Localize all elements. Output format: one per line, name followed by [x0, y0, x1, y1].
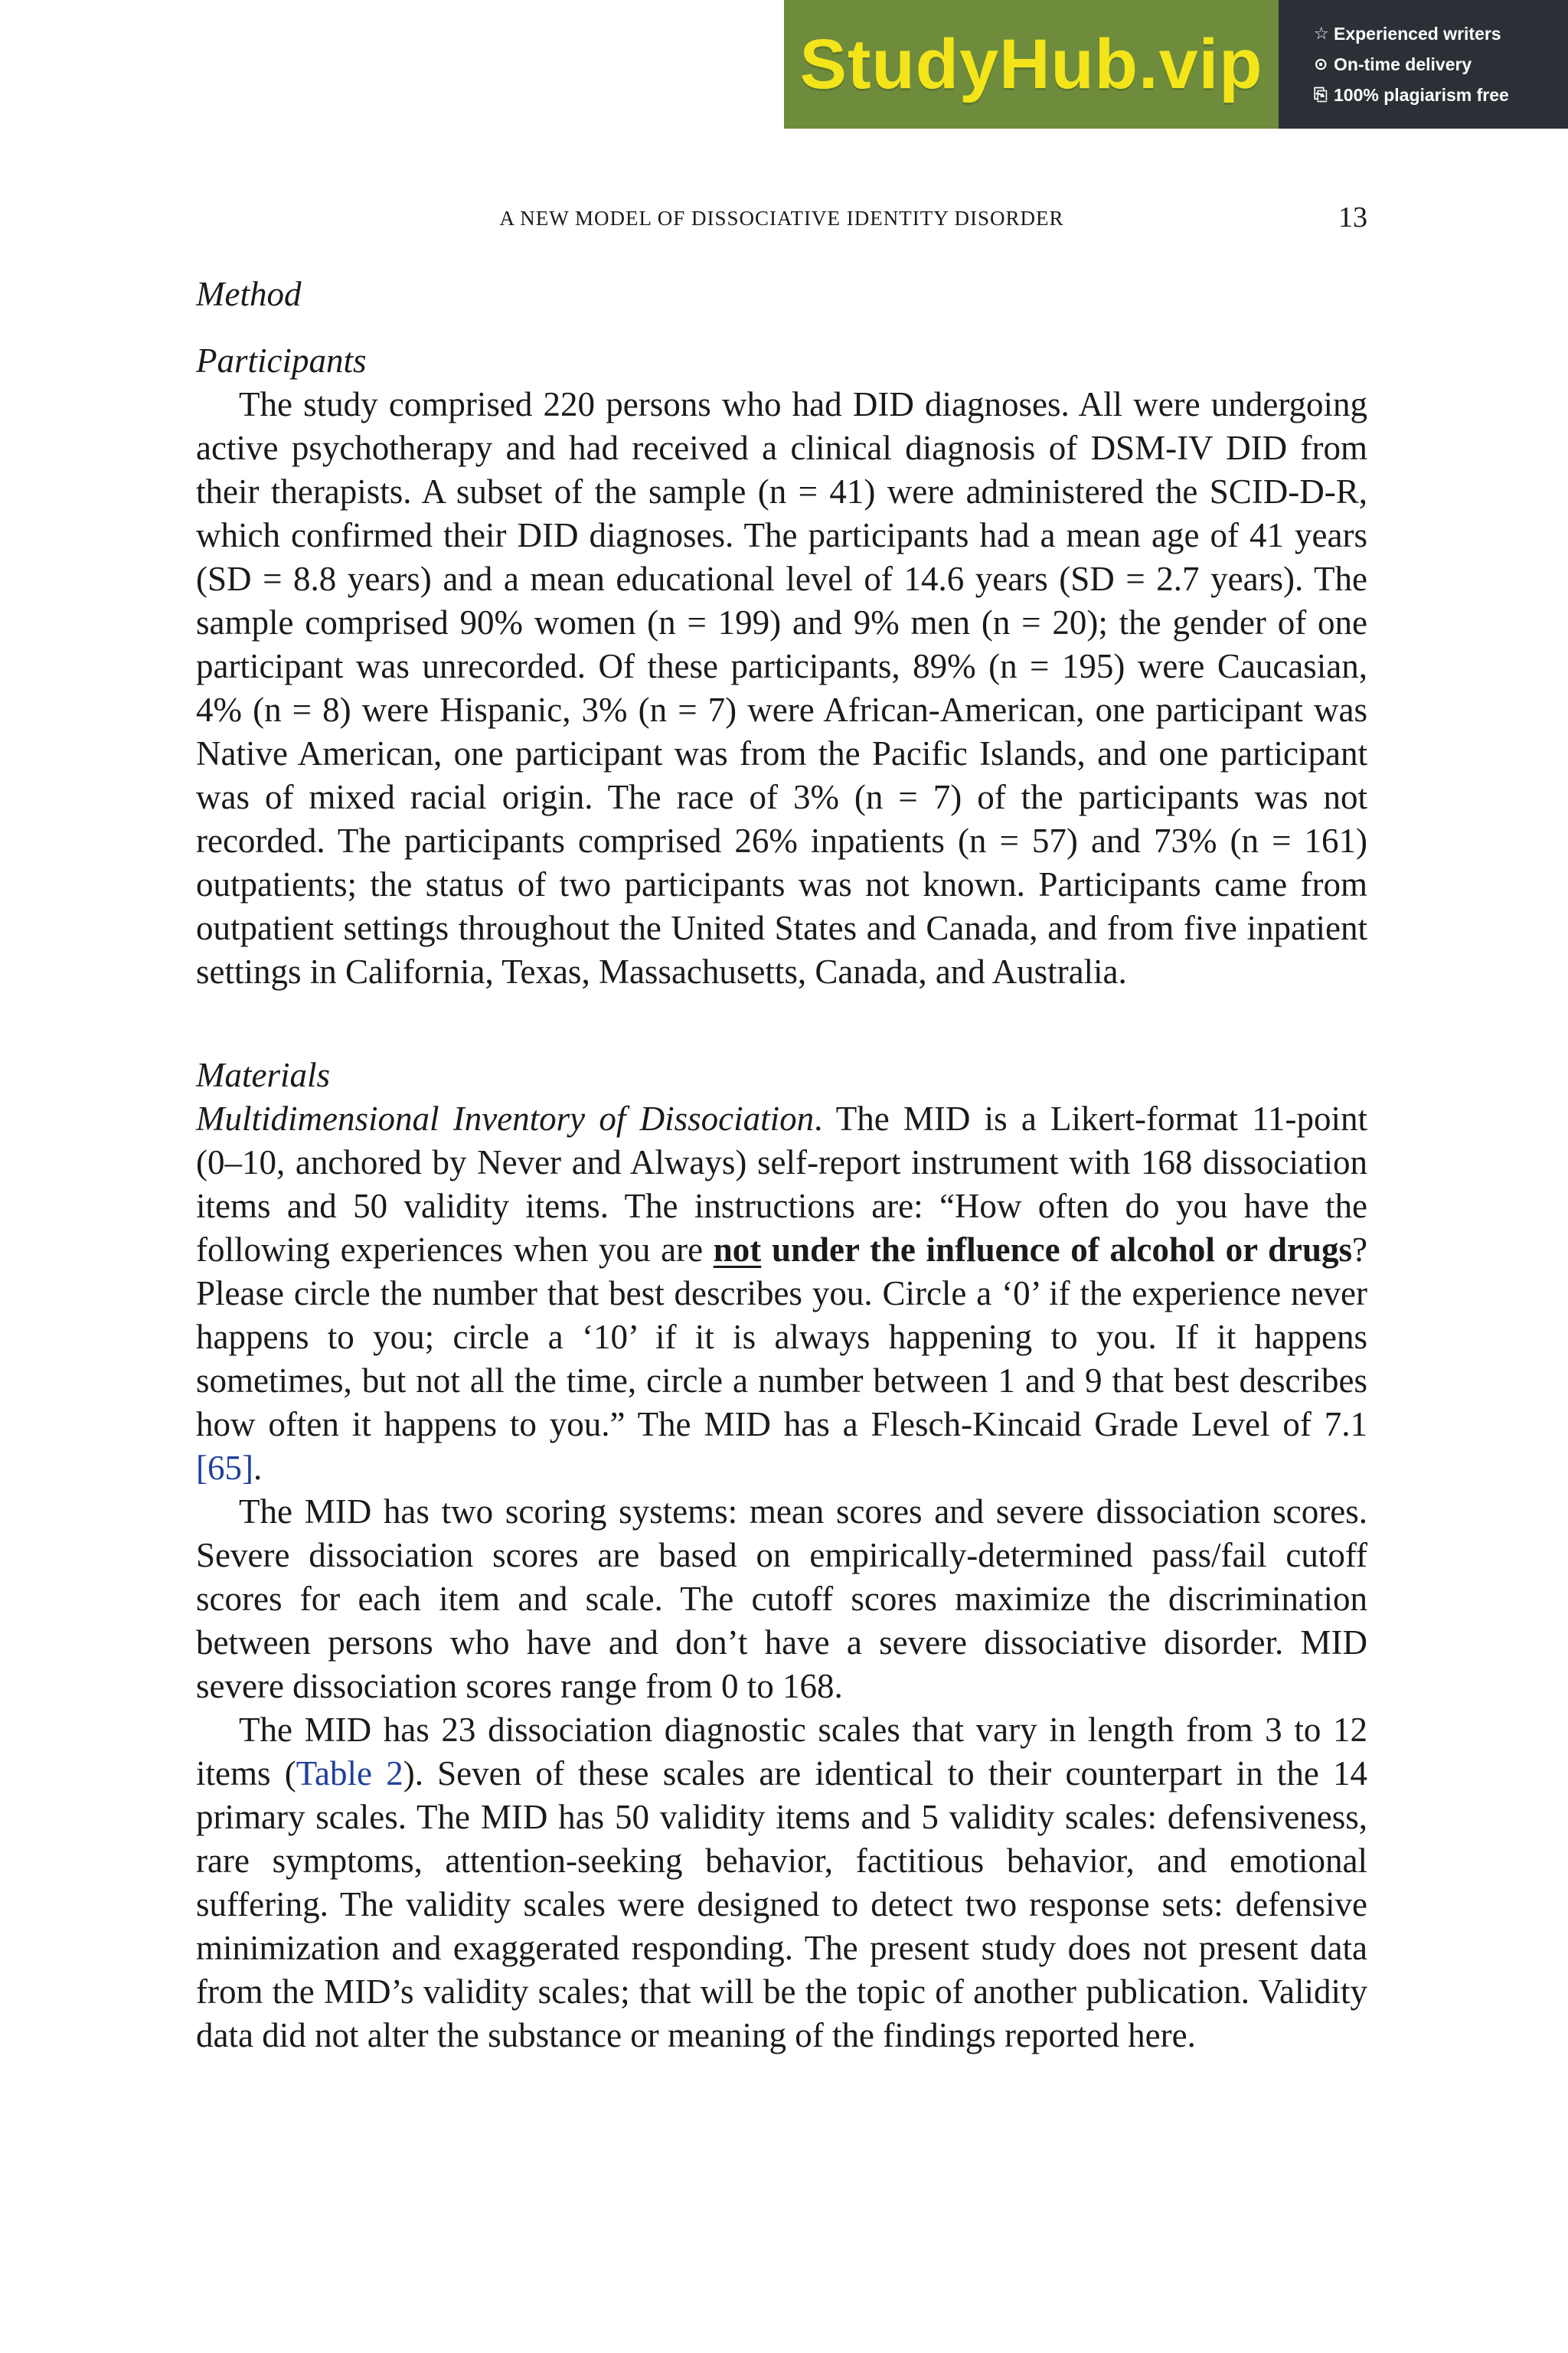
materials-text: ). Seven of these scales are identical to their counterpart in the 14 primary scales. The MID has 50 validity items and 5 validity scales: defensiveness, rare symptoms, attention-seeking behavior, factitious behavior, and emotional suffering. The validity scales were designed to detect two response sets: defensive minimization and exaggerated responding. The present study does not present data from the MID’s validity scales; that will be the topic of another publication. Validity data did not alter the substance or meaning of the findings reported here. — [196, 1754, 1367, 2054]
materials-paragraph-3 — [196, 1708, 1367, 2057]
banner-feature-label: 100% plagiarism free — [1334, 85, 1509, 105]
running-title: A NEW MODEL OF DISSOCIATIVE IDENTITY DISORDER — [499, 207, 1064, 230]
banner-feature-label: On-time delivery — [1334, 54, 1472, 74]
table-2-link[interactable]: Table 2 — [296, 1754, 403, 1793]
banner-feature-writers — [1314, 21, 1568, 47]
citation-link-65[interactable]: [65] — [196, 1449, 253, 1487]
subsection-heading-materials: Materials — [196, 1056, 330, 1094]
ad-banner[interactable] — [784, 0, 1568, 129]
section-spacer — [196, 994, 1367, 1054]
studyhub-logo-text: StudyHub.vip — [799, 25, 1263, 103]
banner-feature-delivery — [1314, 51, 1568, 77]
running-header — [196, 201, 1367, 237]
materials-text: ? Please circle the number that best describes you. Circle a ‘0’ if the experience never happens to you; circle a ‘10’ if it is always happening to you. If it happens sometimes, but not all the time, circle a number between 1 and 9 that best describes how often it happens to you.” The MID has a Flesch-Kincaid Grade Level of 7.1 — [196, 1230, 1367, 1443]
page-number: 13 — [1338, 201, 1367, 234]
section-heading-method: Method — [196, 275, 302, 313]
mid-title: Multidimensional Inventory of Dissociation — [196, 1100, 815, 1138]
materials-text: . The MID is a Likert-format 11-point (0–10, anchored by Never and Always) self-report instrument with 168 dissociation items and 50 validity items. The instructions are: “How often do you have the following experiences when you are — [196, 1100, 1367, 1269]
article-body — [196, 273, 1367, 2057]
participants-paragraph: The study comprised 220 persons who had DID diagnoses. All were undergoing active psychotherapy and had received a clinical diagnosis of DSM-IV DID from their therapists. A subset of the sample (n = 41) were administered the SCID-D-R, which confirmed their DID diagnoses. The participants had a mean age of 41 years (SD = 8.8 years) and a mean educational level of 14.6 years (SD = 2.7 years). The sample comprised 90% women (n = 199) and 9% men (n = 20); the gender of one participant was unrecorded. Of these participants, 89% (n = 195) were Caucasian, 4% (n = 8) were Hispanic, 3% (n = 7) were African-American, one participant was Native American, one participant was from the Pacific Islands, and one participant was of mixed racial origin. The race of 3% (n = 7) of the participants was not recorded. The participants comprised 26% inpatients (n = 57) and 73% (n = 161) outpatients; the status of two participants was not known. Participants came from outpatient settings throughout the United States and Canada, and from five inpatient settings in California, Texas, Massachusetts, Canada, and Australia. — [196, 385, 1367, 991]
materials-text: The MID has 23 dissociation diagnostic scales that vary in length from 3 to 12 items ( — [196, 1711, 1367, 1793]
banner-features — [1279, 0, 1568, 129]
banner-feature-plagiarism — [1314, 82, 1568, 108]
clock-icon: ⊙ — [1314, 54, 1328, 74]
subsection-heading-participants: Participants — [196, 342, 367, 380]
emphasis-not: not — [713, 1230, 762, 1269]
banner-feature-label: Experienced writers — [1334, 24, 1501, 44]
copy-icon: ⎘ — [1314, 85, 1328, 104]
materials-text: . — [253, 1449, 263, 1487]
studyhub-logo-link[interactable] — [784, 0, 1279, 129]
star-icon: ☆ — [1314, 24, 1329, 43]
materials-paragraph-2: The MID has two scoring systems: mean scores and severe dissociation scores. Severe dissociation scores are based on empirically-determined pass/fail cutoff scores for each item and scale. The cutoff scores maximize the discrimination between persons who have and don’t have a severe dissociative disorder. MID severe dissociation scores range from 0 to 168. — [196, 1492, 1367, 1705]
materials-paragraph-1 — [196, 1097, 1367, 1490]
emphasis-influence: under the influence of alcohol or drugs — [761, 1230, 1353, 1269]
